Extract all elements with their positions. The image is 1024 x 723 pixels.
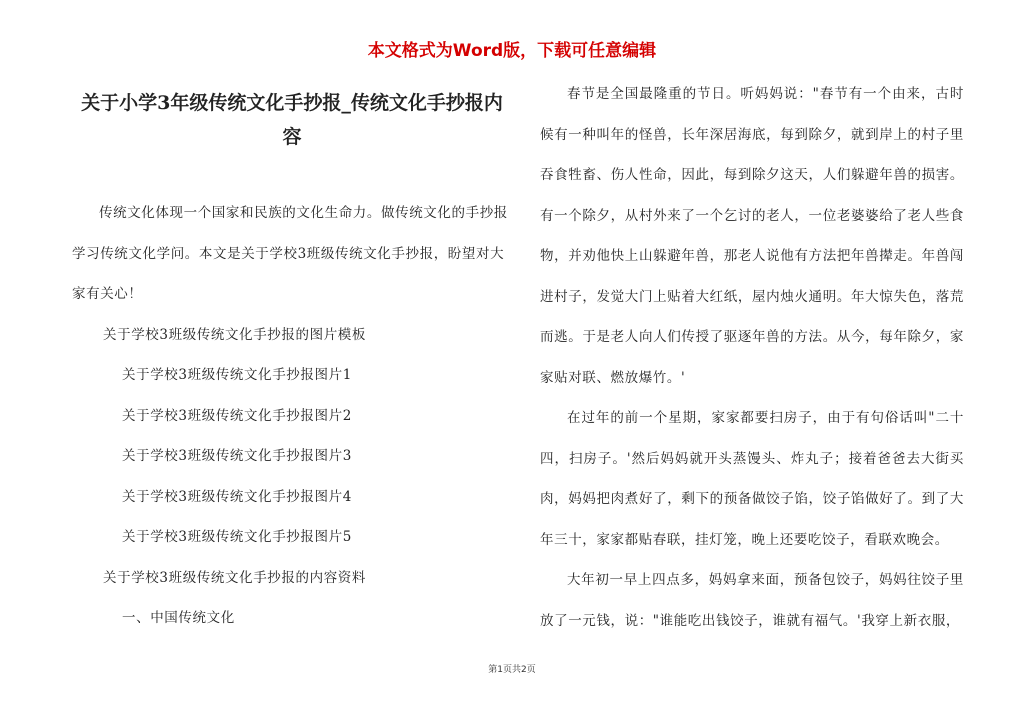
toc-item-picture-5: 关于学校3班级传统文化手抄报图片5 <box>122 529 352 545</box>
body-paragraph-new-year-day: 大年初一早上四点多，妈妈拿来面，预备包饺子，妈妈往饺子里放了一元钱，说："谁能吃出钱饺子，谁就有福气。'我穿上新衣服， <box>540 572 964 629</box>
document-title: 关于小学3年级传统文化手抄报_传统文化手抄报内容 <box>81 92 503 148</box>
section-heading-chinese-culture: 一、中国传统文化 <box>122 610 235 626</box>
toc-item-picture-3: 关于学校3班级传统文化手抄报图片3 <box>122 448 352 464</box>
left-column <box>72 86 512 639</box>
toc-item-picture-4: 关于学校3班级传统文化手抄报图片4 <box>122 488 352 505</box>
toc-heading-templates: 关于学校3班级传统文化手抄报的图片模板 <box>103 326 366 343</box>
page-number: 第1页共2页 <box>488 665 536 675</box>
body-paragraph-preparations: 在过年的前一个星期，家家都要扫房子，由于有句俗话叫"二十四，扫房子。'然后妈妈就开头蒸馒头、炸丸子；接着爸爸去大街买肉，妈妈把肉煮好了，剩下的预备做饺子馅，饺子馅做好了。到了大年三十，家家都贴春联，挂灯笼，晚上还要吃饺子，看联欢晚会。 <box>540 410 964 548</box>
body-paragraph-spring-festival: 春节是全国最隆重的节日。听妈妈说："春节有一个由来，古时候有一种叫年的怪兽，长年深居海底，每到除夕，就到岸上的村子里吞食牲畜、伤人性命，因此，每到除夕这天，人们躲避年兽的损害。有一个除夕，从村外来了一个乞讨的老人，一位老婆婆给了老人些食物，并劝他快上山躲避年兽，那老人说他有方法把年兽撵走。年兽闯进村子，发觉大门上贴着大红纸，屋内烛火通明。年大惊失色，落荒而逃。于是老人向人们传授了驱逐年兽的方法。从今，每年除夕，家家贴对联、燃放爆竹。' <box>540 86 964 386</box>
toc-item-picture-2: 关于学校3班级传统文化手抄报图片2 <box>122 407 352 424</box>
toc-item-picture-1: 关于学校3班级传统文化手抄报图片1 <box>122 367 352 383</box>
right-column <box>540 74 964 641</box>
toc-heading-content: 关于学校3班级传统文化手抄报的内容资料 <box>103 569 366 586</box>
intro-paragraph: 传统文化体现一个国家和民族的文化生命力。做传统文化的手抄报学习传统文化学问。本文是关于学校3班级传统文化手抄报，盼望对大家有关心！ <box>72 205 508 302</box>
word-format-banner: 本文格式为Word版，下载可任意编辑 <box>367 41 657 61</box>
